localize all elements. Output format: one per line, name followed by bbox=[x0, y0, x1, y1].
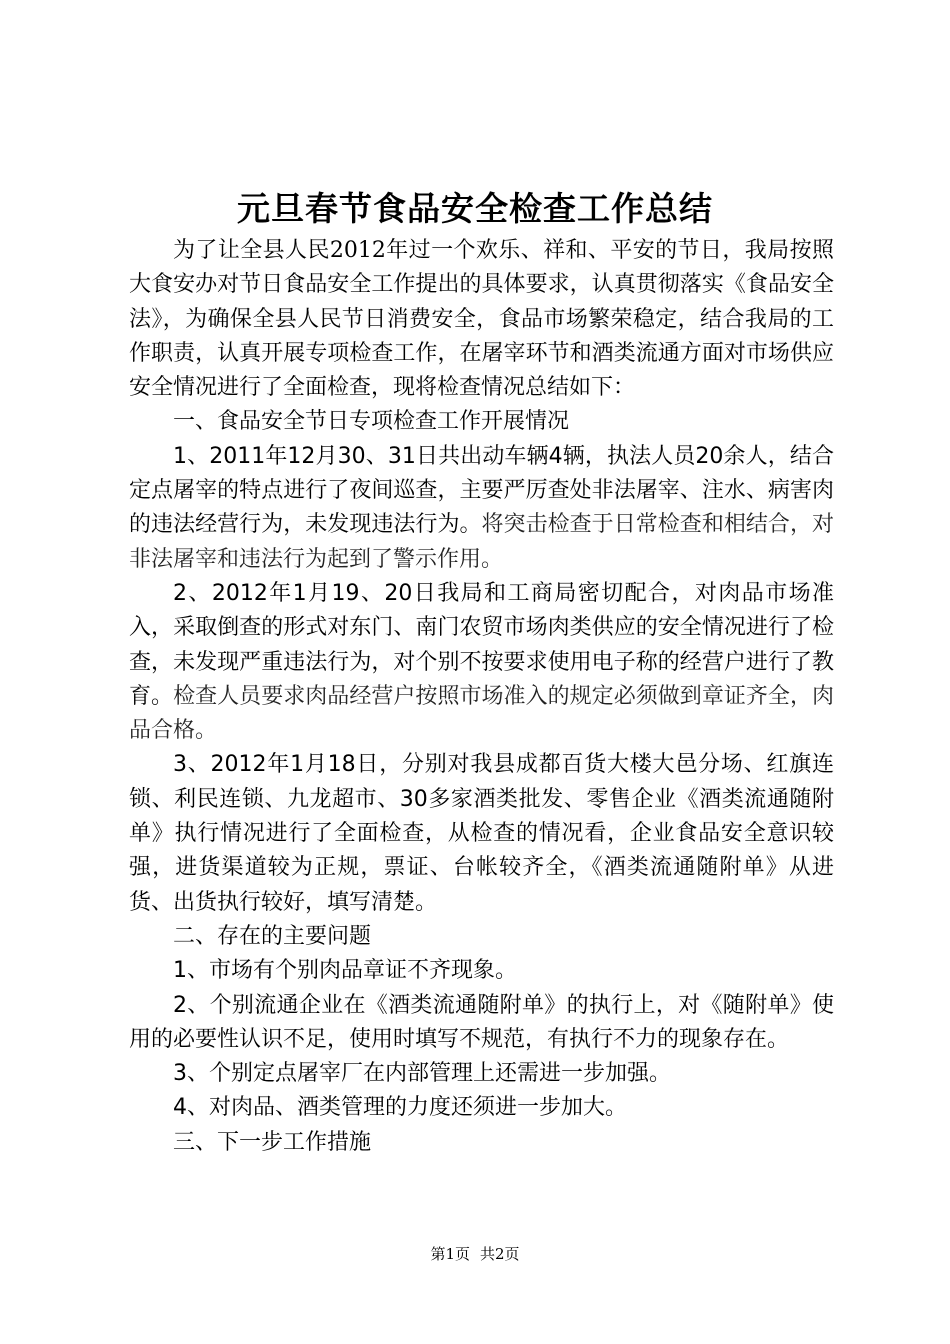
document-body bbox=[129, 234, 834, 1160]
problem-3-paragraph: 3、个别定点屠宰厂在内部管理上还需进一步加强。 bbox=[173, 1061, 671, 1087]
page-number-total: 共2页 bbox=[480, 1245, 520, 1263]
item-3-paragraph: 3、2012年1月18日，分别对我县成都百货大楼大邑分场、红旗连锁、利民连锁、九龙超市、30多家酒类批发、零售企业《酒类流通随附单》执行情况进行了全面检查，从检查的情况看，企业食品安全意识较强，进货渠道较为正规，票证、台帐较齐全，《酒类流通随附单》从进货、出货执行较好，填写清楚。 bbox=[129, 752, 834, 915]
problem-1-paragraph: 1、市场有个别肉品章证不齐现象。 bbox=[173, 958, 517, 984]
section-heading-2: 二、存在的主要问题 bbox=[173, 923, 372, 949]
section-heading-3: 三、下一步工作措施 bbox=[173, 1129, 372, 1155]
document-title: 元旦春节食品安全检查工作总结 bbox=[237, 189, 713, 228]
item-2-main-text: 2、2012年1月19、20日我局和工商局密切配合，对肉品市场准入，采取倒查的形式对东门、南门农贸市场肉类供应的安全情况进行了检查，未发现严重违法行为，对个别不按要求使用电子称的经营户进行了教育。 bbox=[129, 580, 834, 709]
section-heading-1: 一、食品安全节日专项检查工作开展情况 bbox=[173, 409, 570, 435]
item-2-paragraph bbox=[129, 577, 834, 748]
item-1-tail-text: 将突击检查于日常检查和相结合，对非法屠宰和违法行为起到了警示作用。 bbox=[129, 512, 834, 572]
item-1-paragraph bbox=[129, 440, 834, 577]
problem-4-paragraph: 4、对肉品、酒类管理的力度还须进一步加大。 bbox=[173, 1095, 627, 1121]
item-2-tail-text: 检查人员要求肉品经营户按照市场准入的规定必须做到章证齐全，肉品合格。 bbox=[129, 683, 834, 744]
page-number-current: 第1页 bbox=[430, 1245, 470, 1263]
page-footer bbox=[0, 1243, 950, 1265]
item-1-main-text: 1、2011年12月30、31日共出动车辆4辆，执法人员20余人，结合定点屠宰的特点进行了夜间巡查，主要严厉查处非法屠宰、注水、病害肉的违法经营行为，未发现违法行为。 bbox=[129, 443, 834, 538]
intro-paragraph: 为了让全县人民2012年过一个欢乐、祥和、平安的节日，我局按照大食安办对节日食品安全工作提出的具体要求，认真贯彻落实《食品安全法》，为确保全县人民节日消费安全，食品市场繁荣稳定，结合我局的工作职责，认真开展专项检查工作，在屠宰环节和酒类流通方面对市场供应安全情况进行了全面检查，现将检查情况总结如下： bbox=[129, 238, 834, 401]
problem-2-paragraph: 2、个别流通企业在《酒类流通随附单》的执行上，对《随附单》使用的必要性认识不足，使用时填写不规范，有执行不力的现象存在。 bbox=[129, 992, 834, 1052]
